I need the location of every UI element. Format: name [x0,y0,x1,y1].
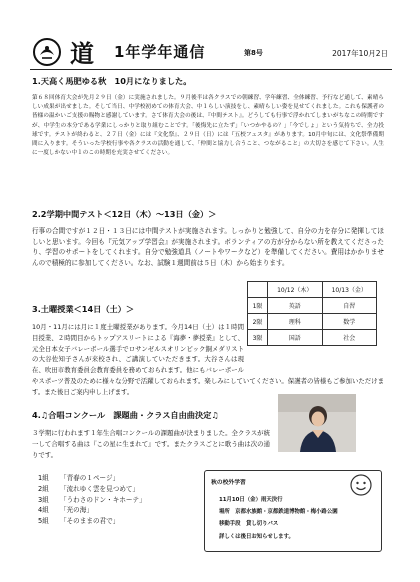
section4-body: ３学期に行われます１年生合唱コンクールの課題曲が決まりました。全クラスが統一して合唱する曲は『この星に生まれて』です。またクラスごとに歌う曲は次の通りです。 [32,429,270,459]
table-cell: 理科 [268,314,323,330]
table-cell: 数学 [322,314,377,330]
table-cell: 社会 [322,330,377,346]
period-label: 1限 [248,298,268,314]
song-list [38,473,146,527]
list-item: 1組 「青春の１ページ」 [38,474,120,482]
notice-date: 11月10日（金）雨天決行 [219,497,283,503]
table-row [248,330,377,346]
table-row [248,298,377,314]
issue-number: 第8号 [244,49,263,57]
list-item: 2組 「流れゆく雲を見つめて」 [38,484,140,493]
field-trip-notice [204,470,382,552]
list-item: 4組 「光の海」 [38,506,93,515]
smiley-icon [349,473,373,497]
list-item: 3組 「うわさのドン・キホーテ」 [38,495,146,504]
table-header-day2: 10/13（金） [322,282,377,298]
school-emblem-icon [32,37,62,67]
period-label: 3限 [248,330,268,346]
page-title: 1年学年通信 [114,43,206,61]
period-label: 2限 [248,314,268,330]
exam-schedule-table [247,281,377,346]
table-header-day1: 10/12（木） [268,282,323,298]
table-cell: 自習 [322,298,377,314]
section1-body: 第６８回体育大会が先月２９日（金）に実施されました。９月後半は各クラスでの朝練習、学年練習、全体練習、予行など通して、素晴らしい成果が出せました。そして当日、中学校初めての体育大会、中１らしい演技をし、素晴らしい姿を見せてくれました。これも保護者の皆様の温かいご支援の賜物と感謝しています。さて体育大会の後は、『中間テスト』。どうしても行事で浮かれてしまいがちなこの時期ですが、中学生の本分である学業にしっかりと取り組むことです。「後悔先に立たず」「いつかやるの？」「今でしょ」という気持ちで、全力投球です。テストが終わると、２７日（金）には『文化祭』、２９日（日）には『五校フェスタ』があります。10月中旬には、文化祭準備期間に入ります。そういった学校行事や各クラスの活動を通して、「仲間と協力し合うこと、つながること」の大切さを感じて下さい。人生に一度しかない中１のこの時期を充実させてください。 [32,95,384,157]
section1-title: 1.天高く馬肥ゆる秋 10月になりました。 [32,76,192,86]
list-item: 5組 「そのままの君で」 [38,517,120,526]
issue-date: 2017年10月2日 [332,49,388,58]
header [30,34,392,70]
table-corner [248,282,268,298]
speaker-photo [278,394,356,452]
section3-text: 10月・11月には月に１度土曜授業があります。今月14日（土）は１時間目授業、２時間目からトップアスリートによる『海夢・夢授業』として、元全日本女子バレーボール選手でロサンゼルスオリンピック銅メダリストの大谷佐知子さんが来校され、ご講演していただきます。大谷さんは現在、吹田市教育委員会教育委員を務めておられます。他にもバレーボールやスポーツ普及のために様々な分野で活躍しておられます。楽しみにしていてください。保護者の皆様もご参加いただけます。また後日ご案内申し上げます。 [32,323,384,396]
table-header-row [248,282,377,298]
section3-title: 3.土曜授業＜14日（土）＞ [32,304,135,314]
table-cell: 英語 [268,298,323,314]
notice-transport: 移動手段 貸し切りバス [219,521,279,527]
table-row [248,314,377,330]
table-cell: 国語 [268,330,323,346]
notice-place: 場所 京都水族館・京都鉄道博物館・梅小路公園 [219,509,338,515]
header-kanji: 道 [70,40,94,68]
section2-body: 行事の合間ですが１２日・１３日には中間テストが実施されます。しっかりと勉強して、自分の力を存分に発揮してほしいと思います。今回も『元気アップ学習会』が実施されます。ボランティアの方が分からない所を教えてくださったり、学習のサポートをしてくれます。自分で勉強道具（ノートやワークなど）を準備してください。費用はかかりませんので積極的に参加してください。なお、試験１週間前は５日（木）から始まります。 [32,227,384,267]
notice-note: 詳しくは後日お知らせします。 [219,534,294,540]
section4-title: 4.♫合唱コンクール 課題曲・クラス自由曲決定♫ [32,410,219,420]
notice-title: 秋の校外学習 [211,480,246,486]
section2-title: 2.2学期中間テスト＜12日（木）～13日（金）＞ [32,209,217,219]
